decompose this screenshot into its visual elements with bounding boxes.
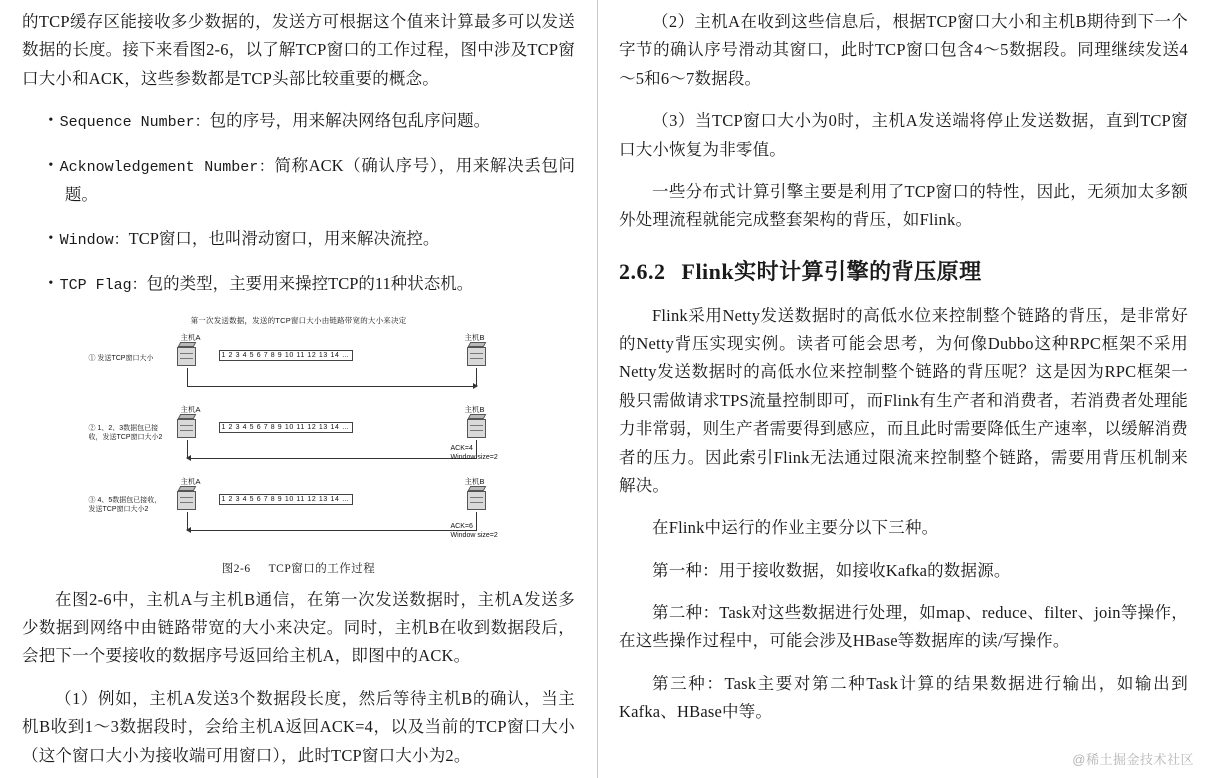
desc-window: TCP窗口，也叫滑动窗口，用来解决流控。 bbox=[128, 229, 440, 249]
figure-host-a-label: 主机A bbox=[180, 476, 201, 486]
right-column bbox=[597, 0, 1210, 778]
figure-note-2: ② 1、2、3数据包已接收，发送TCP窗口大小2 bbox=[88, 424, 163, 442]
paragraph-flink-backpressure: Flink采用Netty发送数据时的高低水位来控制整个链路的背压，是非常好的Netty背压实现实例。读者可能会思考，为何像Dubbo这种RPC框架不采用Netty发送数据时的高低水位来控制整个链路的背压呢？这是因为RPC框架一般只需做请求TPS流量控制即可，而Flink有生产者和消费者，若消费者处理能力非常弱，则生产者需要得到感应，而且此时需要降低生产速率，以缓解消费者的压力。因此索引Flink无法通过限流来控制整个链路，需要用背压机制来解决。 bbox=[619, 305, 1188, 495]
term-window: Window： bbox=[59, 232, 129, 250]
figure-host-a-label: 主机A bbox=[180, 404, 201, 414]
server-icon bbox=[467, 486, 487, 510]
paragraph-step-2: （2）主机A在收到这些信息后，根据TCP窗口大小和主机B期待到下一个字节的确认序号滑动其窗口，此时TCP窗口包含4～5数据段。同理继续发送4～5和6～7数据段。 bbox=[619, 12, 1188, 88]
section-heading bbox=[619, 255, 1188, 286]
paragraph-step-1: （1）例如，主机A发送3个数据段长度，然后等待主机B的确认，当主机B收到1～3数据段时，会给主机A返回ACK=4，以及当前的TCP窗口大小（这个窗口大小为接收端可用窗口），此时TCP窗口大小为2。 bbox=[22, 688, 575, 765]
paragraph-kind-3: 第三种：Task主要对第二种Task计算的结果数据进行输出，如输出到Kafka、HBase中等。 bbox=[619, 673, 1188, 722]
figure-canvas bbox=[89, 315, 509, 548]
watermark: @稀土掘金技术社区 bbox=[1072, 752, 1194, 767]
paragraph-flink-jobs-intro: 在Flink中运行的作业主要分以下三种。 bbox=[652, 518, 939, 538]
figure-note-1: ① 发送TCP窗口大小 bbox=[88, 354, 154, 362]
section-number: 2.6.2 bbox=[619, 258, 666, 284]
server-icon bbox=[177, 342, 197, 366]
list-item bbox=[22, 107, 575, 136]
tcp-header-field-list bbox=[22, 107, 575, 299]
term-acknowledgement-number: Acknowledgement Number： bbox=[59, 158, 275, 176]
list-item bbox=[22, 270, 575, 299]
desc-tcp-flag: 包的类型，主要用来操控TCP的11种状态机。 bbox=[146, 273, 474, 293]
section-title: Flink实时计算引擎的背压原理 bbox=[681, 258, 982, 284]
left-column bbox=[0, 0, 597, 778]
figure-top-title: 第一次发送数据，发送的TCP窗口大小由链路带宽的大小来决定 bbox=[190, 315, 407, 325]
figure-ack-note-3: ACK=6 Window size=2 bbox=[450, 522, 498, 540]
desc-acknowledgement-number: 简称ACK（确认序号），用来解决丢包问题。 bbox=[64, 155, 575, 204]
figure-host-a-label: 主机A bbox=[180, 332, 201, 342]
paragraph-tcp-buffer: 的TCP缓存区能接收多少数据的，发送方可根据这个值来计算最多可以发送数据的长度。接下来看图2-6，以了解TCP窗口的工作过程，图中涉及TCP窗口大小和ACK，这些参数都是TCP头部比较重要的概念。 bbox=[22, 12, 575, 88]
figure-host-b-label: 主机B bbox=[464, 404, 485, 414]
figure-caption-number: 图2-6 bbox=[221, 562, 251, 575]
figure-segments-1: 1 2 3 4 5 6 7 8 9 10 11 12 13 14 … bbox=[219, 350, 353, 361]
figure-row-3 bbox=[89, 476, 509, 538]
server-icon bbox=[177, 486, 197, 510]
figure-row-2 bbox=[89, 404, 509, 466]
figure-row-1 bbox=[89, 332, 509, 394]
server-icon bbox=[467, 414, 487, 438]
figure-tcp-window bbox=[22, 315, 575, 576]
term-sequence-number: Sequence Number： bbox=[59, 114, 210, 132]
list-item bbox=[22, 225, 575, 254]
figure-caption-text: TCP窗口的工作过程 bbox=[268, 562, 376, 575]
figure-host-b-label: 主机B bbox=[464, 476, 485, 486]
figure-segments-2: 1 2 3 4 5 6 7 8 9 10 11 12 13 14 … bbox=[219, 422, 353, 433]
server-icon bbox=[467, 342, 487, 366]
figure-caption bbox=[222, 560, 375, 576]
figure-note-3: ③ 4、5数据包已接收，发送TCP窗口大小2 bbox=[88, 496, 162, 514]
list-item bbox=[22, 152, 575, 209]
term-tcp-flag: TCP Flag： bbox=[59, 276, 147, 294]
paragraph-figure-explain: 在图2-6中，主机A与主机B通信，在第一次发送数据时，主机A发送多少数据到网络中由链路带宽的大小来决定。同时，主机B在收到数据段后，会把下一个要接收的数据序号返回给主机A，即图中的ACK。 bbox=[22, 589, 575, 666]
figure-host-b-label: 主机B bbox=[464, 332, 485, 342]
paragraph-engine-note: 一些分布式计算引擎主要是利用了TCP窗口的特性，因此，无须加太多额外处理流程就能完成整套架构的背压，如Flink。 bbox=[619, 181, 1188, 230]
paragraph-kind-1: 第一种：用于接收数据，如接收Kafka的数据源。 bbox=[652, 560, 1011, 580]
figure-ack-note-2: ACK=4 Window size=2 bbox=[450, 444, 498, 462]
figure-segments-3: 1 2 3 4 5 6 7 8 9 10 11 12 13 14 … bbox=[219, 494, 353, 505]
desc-sequence-number: 包的序号，用来解决网络包乱序问题。 bbox=[209, 111, 491, 131]
server-icon bbox=[177, 414, 197, 438]
paragraph-step-3: （3）当TCP窗口大小为0时，主机A发送端将停止发送数据，直到TCP窗口大小恢复为非零值。 bbox=[619, 111, 1188, 159]
paragraph-kind-2: 第二种：Task对这些数据进行处理，如map、reduce、filter、join等操作，在这些操作过程中，可能会涉及HBase等数据库的读/写操作。 bbox=[619, 603, 1188, 651]
